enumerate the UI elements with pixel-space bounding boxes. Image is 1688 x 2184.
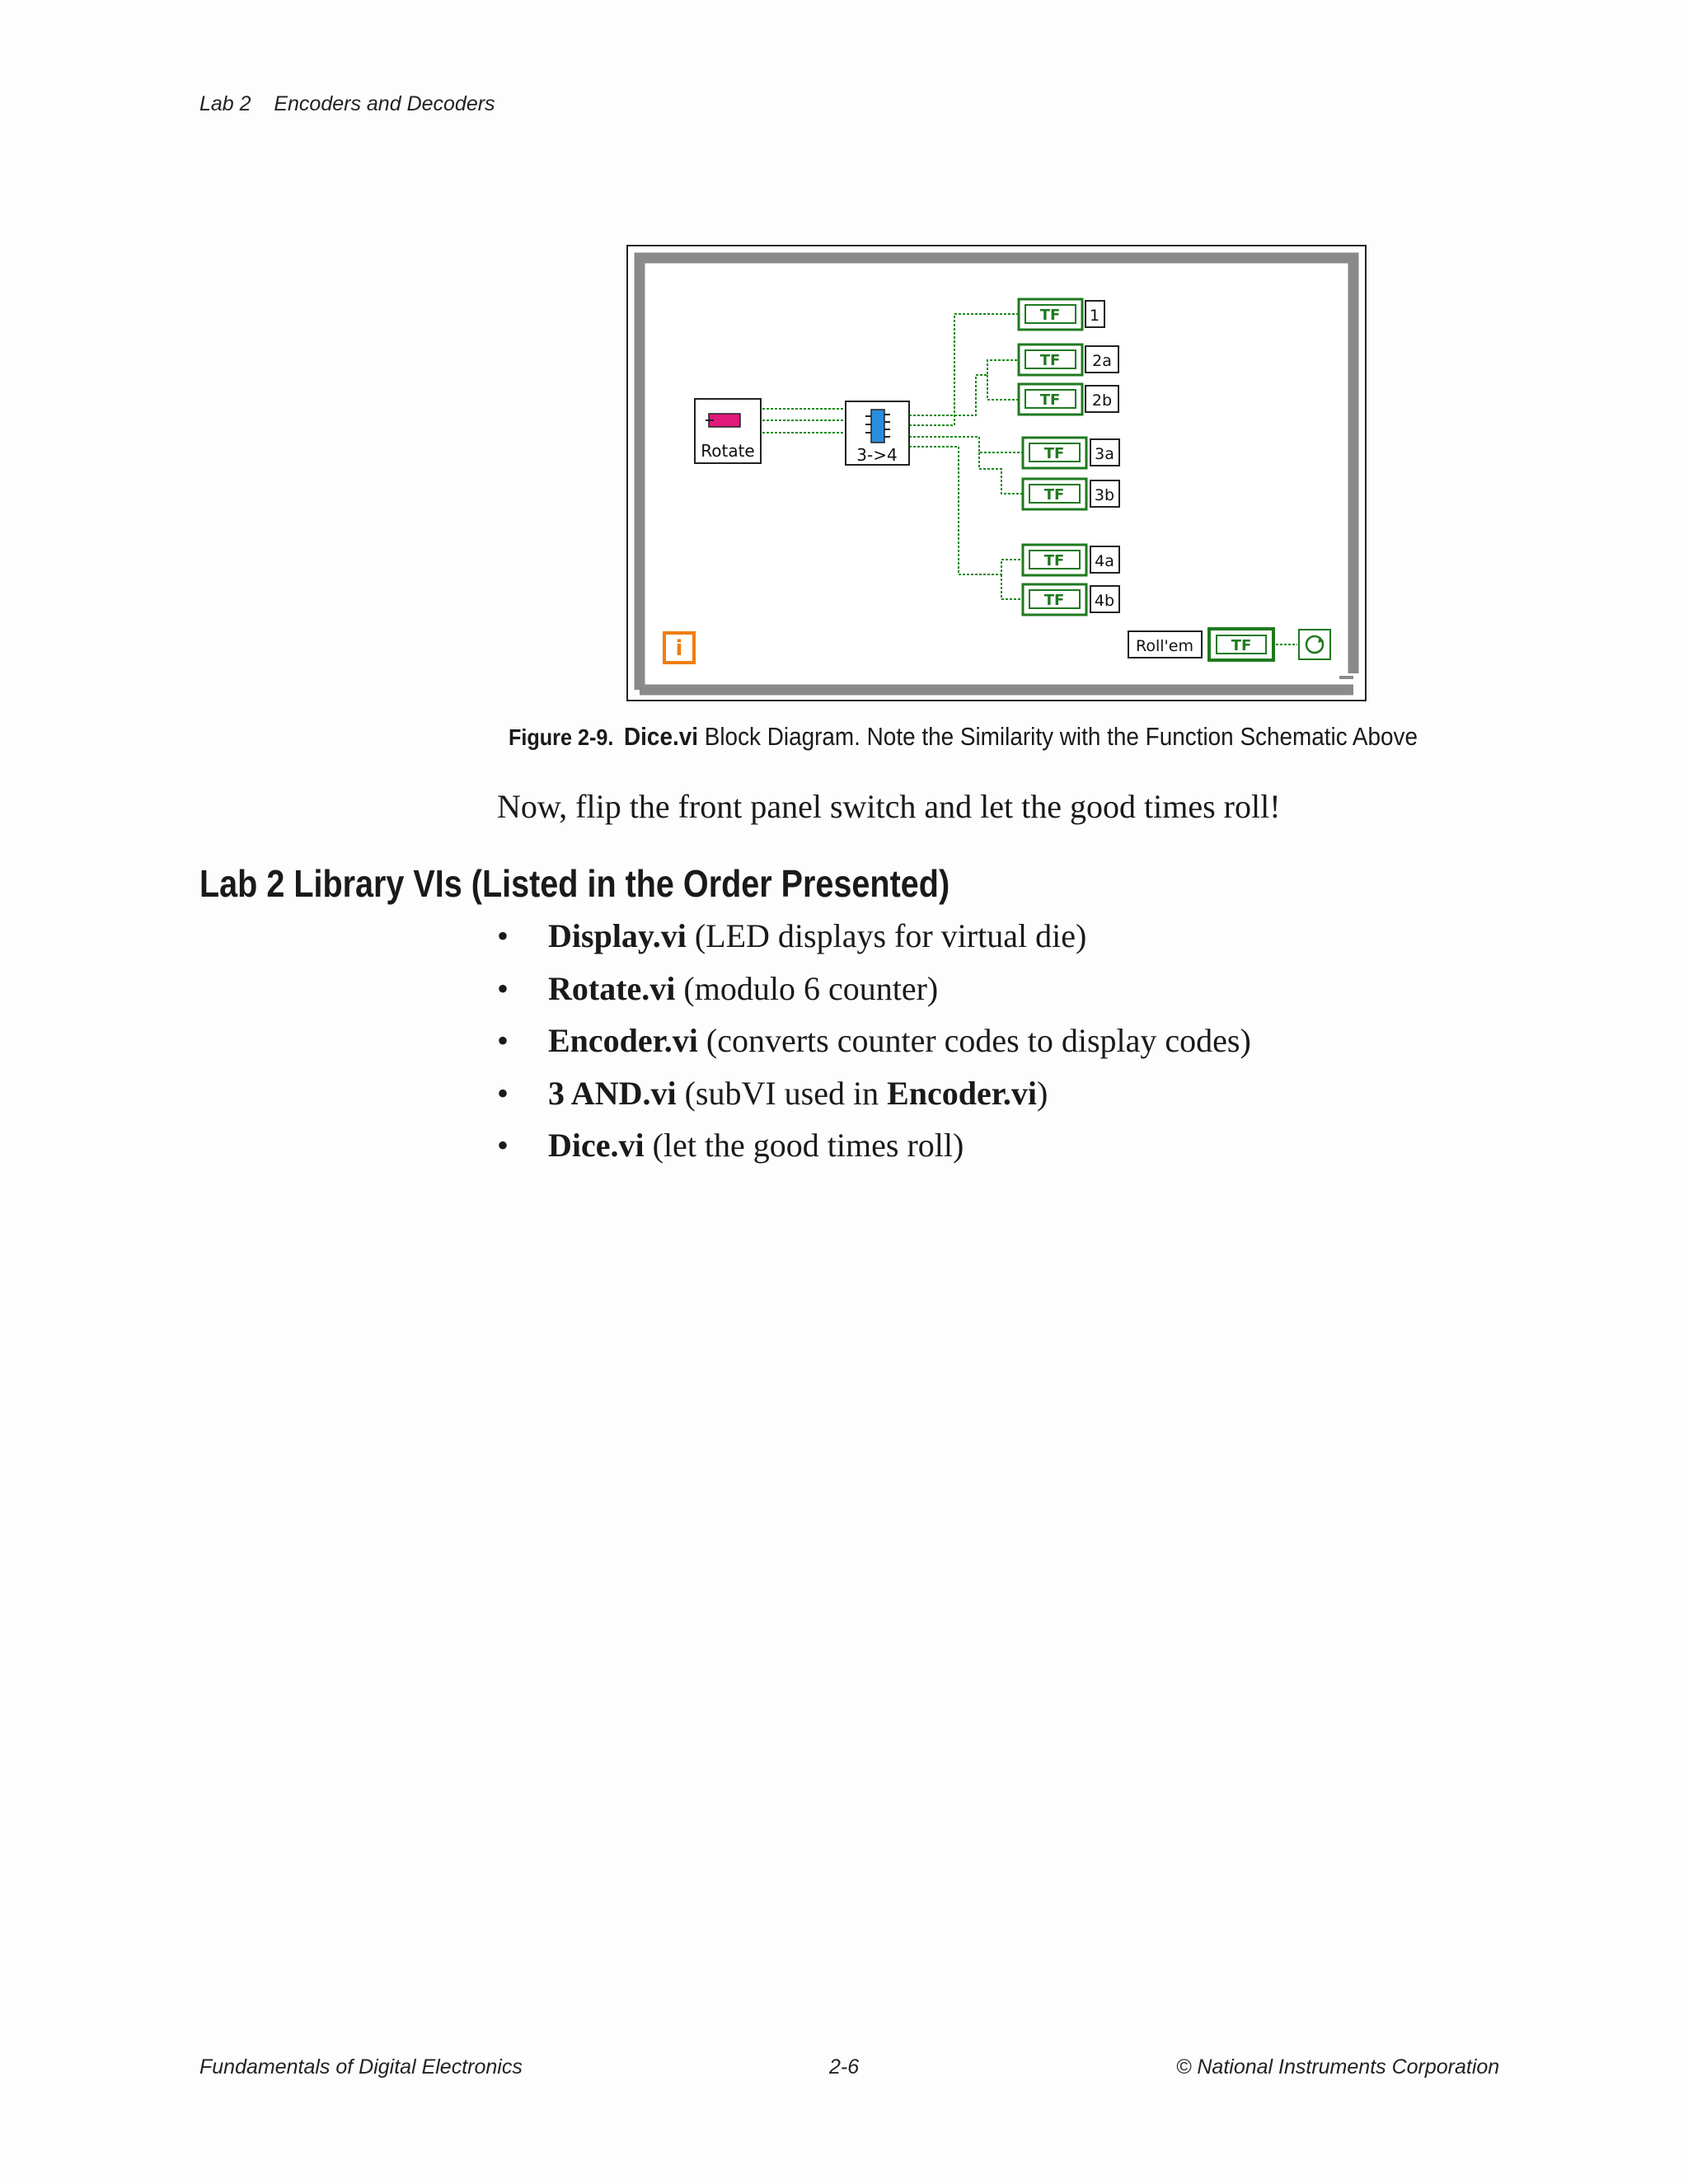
vi-description: (modulo 6 counter)	[675, 969, 939, 1007]
loop-index-icon	[664, 633, 694, 663]
vi-name: Rotate.vi	[548, 969, 676, 1007]
indicator-tf-text: TF	[1043, 592, 1065, 609]
footer-copyright: © National Instruments Corporation	[1176, 2055, 1500, 2079]
output-label-3b: 3b	[1094, 486, 1115, 504]
output-label-4b: 4b	[1094, 592, 1115, 610]
vi-name: Dice.vi	[548, 1127, 645, 1164]
indicator-tf-text: TF	[1043, 552, 1065, 569]
rollem-control	[1128, 629, 1273, 660]
footer-book-title: Fundamentals of Digital Electronics	[199, 2055, 523, 2079]
output-indicator-4b	[1023, 584, 1119, 615]
figure-vi-name: Dice.vi	[624, 722, 698, 751]
indicator-tf-text: TF	[1043, 486, 1065, 504]
list-item	[497, 1122, 1251, 1175]
vi-name: Encoder.vi	[548, 1022, 698, 1059]
output-indicator-2b	[1019, 384, 1118, 415]
list-item	[497, 966, 1251, 1019]
loop-condition-icon	[1299, 630, 1330, 659]
loop-index-label: i	[675, 636, 683, 661]
indicator-tf-text: TF	[1039, 391, 1061, 409]
output-label-3a: 3a	[1095, 445, 1114, 463]
output-indicator-1	[1019, 299, 1104, 330]
output-indicator-2a	[1019, 344, 1118, 375]
library-vi-list	[497, 913, 1251, 1175]
output-indicator-3b	[1023, 479, 1119, 509]
rollem-label: Roll'em	[1136, 637, 1193, 655]
list-item	[497, 1071, 1251, 1123]
indicator-tf-text: TF	[1039, 352, 1061, 369]
bullet: •	[497, 1074, 509, 1112]
output-label-4a: 4a	[1095, 552, 1114, 570]
vi-name: 3 AND.vi	[548, 1074, 677, 1112]
bullet: •	[497, 1022, 509, 1059]
vi-description: (let the good times roll)	[644, 1127, 964, 1164]
output-indicator-3a	[1023, 438, 1119, 468]
vi-name-inline: Encoder.vi	[887, 1074, 1037, 1112]
bullet: •	[497, 969, 509, 1007]
output-label-2a: 2a	[1092, 352, 1112, 370]
vi-description: (LED displays for virtual die)	[686, 917, 1087, 954]
vi-description: (subVI used in	[676, 1074, 888, 1112]
list-item	[497, 913, 1251, 966]
bullet: •	[497, 917, 509, 954]
rotate-subvi-icon	[695, 399, 761, 463]
list-item	[497, 1018, 1251, 1071]
vi-description: (converts counter codes to display codes)	[697, 1022, 1251, 1059]
vi-name: Display.vi	[548, 917, 687, 954]
indicator-tf-text: TF	[1043, 445, 1065, 462]
figure-number: Figure 2-9.	[509, 724, 614, 750]
section-heading: Lab 2 Library VIs (Listed in the Order Presented)	[199, 862, 950, 905]
body-paragraph: Now, flip the front panel switch and let the good times roll!	[497, 788, 1281, 825]
output-label-2b: 2b	[1091, 391, 1113, 410]
output-indicator-4a	[1023, 545, 1119, 575]
figure-caption-text: Block Diagram. Note the Similarity with the Function Schematic Above	[697, 722, 1418, 751]
block-diagram	[626, 245, 1367, 701]
encoder-label: 3->4	[856, 445, 898, 465]
output-label-1: 1	[1089, 307, 1100, 325]
figure-caption	[509, 722, 1418, 752]
vi-description-end: )	[1036, 1074, 1048, 1112]
encoder-subvi-icon	[846, 401, 909, 465]
rotate-label: Rotate	[701, 441, 755, 461]
footer-page-number: 2-6	[829, 2055, 860, 2079]
bullet: •	[497, 1127, 509, 1164]
indicator-tf-text: TF	[1039, 307, 1061, 324]
indicator-tf-text: TF	[1231, 637, 1252, 654]
running-header: Lab 2 Encoders and Decoders	[199, 92, 495, 115]
